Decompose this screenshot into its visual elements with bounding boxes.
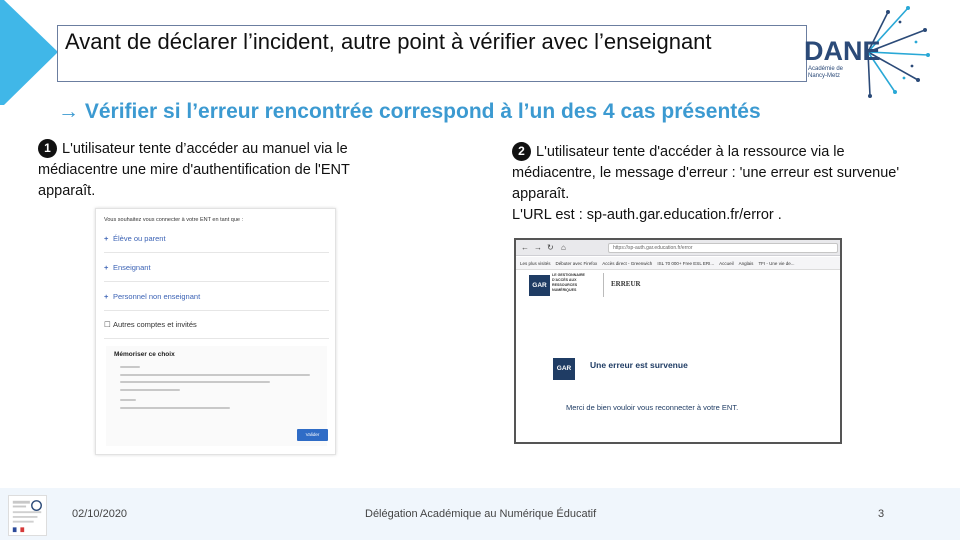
svg-text:Nancy-Metz: Nancy-Metz [808, 73, 841, 79]
bookmark-item[interactable]: ISL 70 000+ Free ESL ERI... [657, 260, 715, 266]
case-number-badge: 2 [512, 142, 531, 161]
slide-title: Avant de déclarer l’incident, autre point à vérifier avec l’enseignant [57, 25, 807, 82]
login-option-label: Enseignant [113, 263, 151, 272]
bookmark-item[interactable]: Accès direct - Greenwich [602, 260, 653, 266]
case-1-text: L'utilisateur tente d’accéder au manuel via le médiacentre une mire d'authentification de l'ENT apparaît. [38, 141, 350, 199]
gar-description: LE GESTIONNAIRE D'ACCÈS AUX RESSOURCES NUMÉRIQUES [552, 273, 585, 292]
remember-choice-panel [106, 346, 327, 446]
case-number-badge: 1 [38, 139, 57, 158]
forward-icon[interactable]: → [534, 243, 542, 252]
bookmarks-bar [516, 257, 840, 270]
blurred-text-line [120, 381, 270, 383]
bookmark-item[interactable]: TFI - Une vie de... [758, 260, 795, 266]
blurred-text-line [120, 407, 230, 409]
page-number: 3 [878, 508, 885, 520]
error-title: Une erreur est survenue [590, 360, 688, 370]
back-icon[interactable]: ← [521, 243, 529, 252]
login-option-label: Autres comptes et invités [113, 320, 197, 329]
checkbox-icon: ☐ [104, 320, 111, 329]
svg-text:Académie de: Académie de [808, 66, 844, 72]
bookmark-item[interactable]: Anglais [738, 260, 754, 266]
plus-icon: + [104, 292, 109, 301]
login-option-personnel[interactable] [104, 283, 329, 311]
blurred-text-line [120, 366, 140, 368]
svg-text:DANE: DANE [804, 36, 881, 66]
remember-choice-title: Mémoriser ce choix [114, 351, 175, 358]
dane-logo [800, 0, 960, 100]
login-option-eleve[interactable] [104, 225, 329, 253]
plus-icon: + [104, 263, 109, 272]
blurred-text-line [120, 389, 180, 391]
error-header-label: ERREUR [611, 280, 641, 288]
login-option-label: Élève ou parent [113, 234, 166, 243]
ent-login-screenshot [95, 208, 336, 455]
case-2-text: L'utilisateur tente d'accéder à la ressource via le médiacentre, le message d'erreur : 'une erreur est survenue' apparaît. [512, 144, 900, 202]
error-message: Merci de bien vouloir vous reconnecter à votre ENT. [566, 403, 739, 412]
login-heading: Vous souhaitez vous connecter à votre ENT en tant que : [104, 217, 244, 223]
gar-error-screenshot [514, 238, 842, 444]
browser-toolbar [516, 240, 840, 256]
case-2-description [512, 142, 912, 226]
case-1-description [38, 139, 388, 202]
blurred-text-line [120, 399, 136, 401]
case-2-url-text: L'URL est : sp-auth.gar.education.fr/error . [512, 207, 782, 223]
footer-date: 02/10/2020 [72, 508, 128, 520]
valider-button[interactable]: Valider [297, 429, 328, 441]
bookmark-item[interactable]: Débuter avec Firefox [555, 260, 598, 266]
header-divider [603, 273, 604, 297]
gar-logo: GAR [529, 275, 550, 296]
reload-icon[interactable]: ↻ [547, 243, 554, 252]
login-option-autres[interactable] [104, 311, 329, 339]
bookmark-item[interactable]: Accueil [719, 260, 734, 266]
address-bar[interactable]: https://sp-auth.gar.education.fr/error [608, 243, 838, 253]
academie-logo [8, 495, 47, 536]
plus-icon: + [104, 234, 109, 243]
home-icon[interactable]: ⌂ [561, 243, 566, 252]
gar-logo: GAR [553, 358, 575, 380]
corner-decoration [0, 0, 58, 105]
login-option-enseignant[interactable] [104, 254, 329, 282]
blurred-text-line [120, 374, 310, 376]
slide-subtitle: → Vérifier si l’erreur rencontrée correspond à l’un des 4 cas présentés [58, 100, 761, 123]
footer-organization: Délégation Académique au Numérique Éducatif [365, 508, 597, 520]
login-option-label: Personnel non enseignant [113, 292, 201, 301]
bookmark-item[interactable]: Les plus visités [520, 260, 551, 266]
